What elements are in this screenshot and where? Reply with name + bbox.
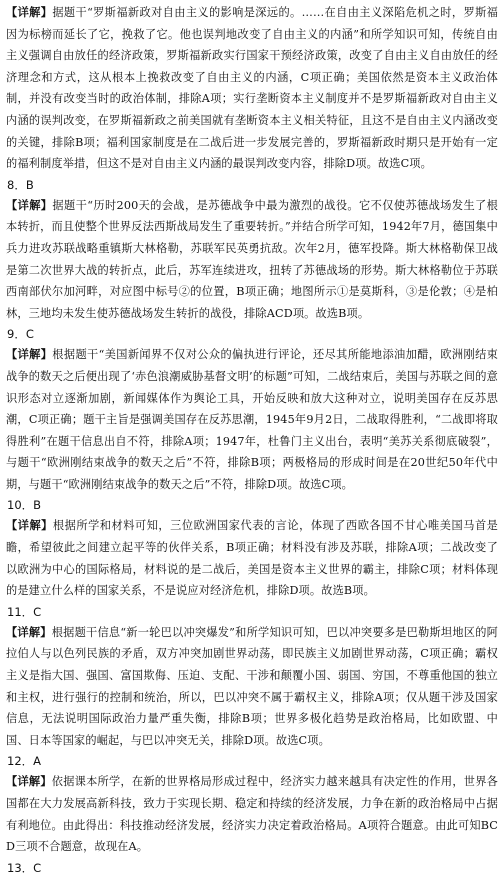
explanation-paragraph bbox=[6, 515, 498, 601]
explanation-paragraph bbox=[6, 344, 498, 495]
explanation-text: 根据题干信息“新一轮巴以冲突爆发”和所学知识可知，巴以冲突要多是巴勒斯坦地区的阿拉伯人与以色列民族的矛盾，双方冲突加剧世界动荡，即民族主义加剧世界动荡，C项正确；霸权主义是指大国、强国、富国欺侮、压迫、支配、干涉和颠覆小国、弱国、穷国，不尊重他国的独立和主权，进行强行的控制和统治，所以，巴以冲突不属于霸权主义，排除A项；仅从题干涉及国家信息，无法说明国际政治力量严重失衡，排除B项；世界多极化趋势是政治格局，比如欧盟、中国、日本等国家的崛起，与巴以冲突无关，排除D项。故选C项。 bbox=[6, 625, 498, 747]
question-number: 8．B bbox=[7, 177, 34, 192]
explanation-tag: 【详解】 bbox=[6, 5, 53, 19]
explanation-paragraph bbox=[6, 2, 498, 175]
explanation-tag: 【详解】 bbox=[6, 518, 53, 533]
explanation-tag: 【详解】 bbox=[6, 624, 52, 639]
question-number: 10．B bbox=[7, 498, 42, 513]
explanation-paragraph bbox=[6, 195, 498, 325]
explanation-tag: 【详解】 bbox=[6, 347, 53, 362]
question-number: 13．C bbox=[7, 860, 42, 875]
explanation-paragraph bbox=[6, 622, 498, 752]
explanation-text: 依据课本所学，在新的世界格局形成过程中，经济实力越来越具有决定性的作用，世界各国都在大力发展高新科技，致力于实现长期、稳定和持续的经济发展，力争在新的政治格局中占据有利地位。由此得出：科技推动经济发展，经济实力决定着政治格局。A项符合题意。由此可知BCD三项不合题意，故现在A。 bbox=[6, 775, 498, 854]
explanation-text: 据题干“历时200天的会战，是苏德战争中最为激烈的战役。它不仅使苏德战场发生了根本转折，而且使整个世界反法西斯战局发生了重要转折。”并结合所学可知，1942年7月，德国集中兵力进攻苏联战略重镇斯大林格勒，苏联军民英勇抗敌。次年2月，德军投降。斯大林格勒保卫战是第二次世界大战的转折点，此后，苏军连续进攻，扭转了苏德战场的形势。斯大林格勒位于苏联西南部伏尔加河畔，对应图中标号②的位置，B项正确；地图所示①是莫斯科，③是伦敦；④是柏林，三地均未发生使苏德战场发生转折的战役，排除ACD项。故选B项。 bbox=[6, 198, 498, 320]
explanation-tag: 【详解】 bbox=[6, 197, 53, 212]
question-number: 11．C bbox=[7, 604, 42, 619]
question-number: 12．A bbox=[7, 754, 42, 769]
explanation-text: 根据题干“美国新闻界不仅对公众的偏执进行评论，还尽其所能地添油加醋，欧洲刚结束战争的数天之后便出现了‘赤色浪潮威胁基督文明’的标题”可知，二战结束后，美国与苏联之间的意识形态对立逐渐加剧，新闻媒体作为舆论工具，开始反映和放大这种对立，说明美国存在反苏思潮，C项正确；题干主旨是强调美国存在反苏思潮，1945年9月2日，二战取得胜利，“二战即将取得胜利”在题干信息出自不符，排除A项；1947年，杜鲁门主义出台，表明“美苏关系彻底破裂”，与题干“欧洲刚结束战争的数天之后”不符，排除B项；两极格局的形成时间是在20世纪50年代中期，与题干“欧洲刚结束战争的数天之后”不符，排除D项。故选C项。 bbox=[6, 348, 498, 491]
explanation-tag: 【详解】 bbox=[6, 774, 52, 789]
explanation-text: 根据所学和材料可知，三位欧洲国家代表的言论，体现了西欧各国不甘心唯美国马首是瞻，希望彼此之间建立起平等的伙伴关系，B项正确；材料没有涉及苏联，排除A项；二战改变了以欧洲为中心的国际格局，材料说的是二战后，美国是资本主义世界的霸主，排除C项；材料体现的是建立什么样的国家关系，不是说应对经济危机，排除D项。故选B项。 bbox=[6, 519, 499, 598]
question-number: 9．C bbox=[7, 327, 34, 342]
explanation-paragraph bbox=[6, 771, 498, 857]
explanation-text: 据题干“罗斯福新政对自由主义的影响是深远的。……在自由主义深陷危机之时，罗斯福因为标榜而延长了它，挽救了它。他也误判地改变了自由主义的内涵”和所学知识可知，传统自由主义强调自由放任的经济政策，罗斯福新政实行国家干预经济政策，改变了自由主义自由放任的经济理念和方式，这从根本上挽救改变了自由主义的内涵，C项正确；美国依然是资本主义政治体制，并没有改变当时的政治体制，排除A项；实行垄断资本主义制度并不是罗斯福新政对自由主义内涵的误判改变，在罗斯福新政之前美国就有垄断资本主义相关特征，且这不是自由主义内涵改变的关键，排除B项；福利国家制度是在二战后进一步发展完善的，罗斯福新政时期只是开始有一定的福利制度举措，但这不是对自由主义内涵的最误判改变内容，排除D项。故选C项。 bbox=[6, 6, 498, 171]
